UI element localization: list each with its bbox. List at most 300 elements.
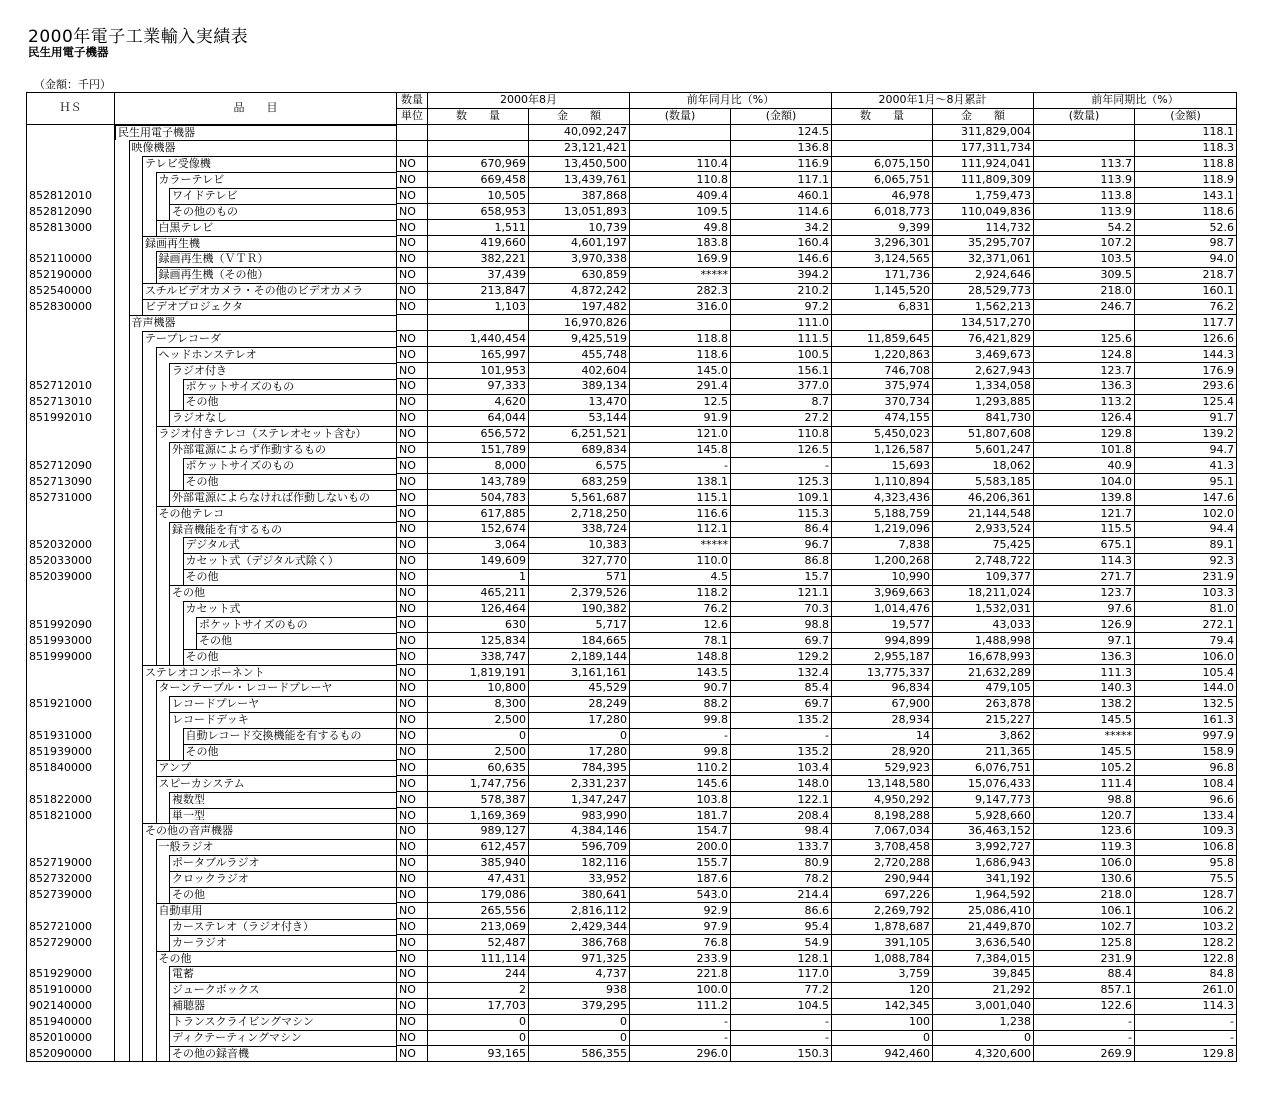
- cum-qty-yoy-cell: 54.2: [1034, 220, 1135, 236]
- cum-qty-yoy-cell: 145.5: [1034, 744, 1135, 760]
- tree-line: [129, 871, 130, 887]
- month-qty-yoy-cell: [630, 124, 731, 140]
- cum-qty-cell: 6,831: [832, 299, 933, 315]
- cum-qty-yoy-cell: 309.5: [1034, 267, 1135, 283]
- item-name-cell: [115, 855, 397, 871]
- month-qty-yoy-cell: 291.4: [630, 379, 731, 395]
- month-qty-cell: 244: [428, 966, 529, 982]
- item-name: ポケットサイズのもの: [183, 379, 397, 395]
- item-name-cell: [115, 744, 397, 760]
- month-qty-header: 数 量: [428, 108, 529, 124]
- cum-qty-cell: 391,105: [832, 935, 933, 951]
- month-amount-yoy-cell: 95.4: [731, 919, 832, 935]
- cum-amount-cell: 1,562,213: [933, 299, 1034, 315]
- tree-line: [129, 299, 130, 315]
- month-amount-yoy-cell: 377.0: [731, 379, 832, 395]
- table-row: [27, 188, 1237, 204]
- month-qty-cell: 1,819,191: [428, 665, 529, 681]
- month-amount-yoy-cell: 125.3: [731, 474, 832, 490]
- hs-code: 852732000: [27, 871, 115, 887]
- month-qty-yoy-cell: 187.6: [630, 871, 731, 887]
- cum-qty-cell: 11,859,645: [832, 331, 933, 347]
- tree-line: [129, 887, 130, 903]
- tree-line: [169, 617, 170, 633]
- month-amount-yoy-cell: 128.1: [731, 951, 832, 967]
- tree-line: [142, 919, 143, 935]
- table-row: [27, 299, 1237, 315]
- tree-line: [129, 1046, 130, 1061]
- item-name-cell: [115, 204, 397, 220]
- qty-unit: NO: [397, 712, 428, 728]
- cum-qty-cell: 19,577: [832, 617, 933, 633]
- cum-amount-yoy-cell: 52.6: [1135, 220, 1237, 236]
- cum-amount-yoy-cell: 118.6: [1135, 204, 1237, 220]
- month-qty-cell: 578,387: [428, 792, 529, 808]
- month-qty-yoy-cell: 116.6: [630, 506, 731, 522]
- month-qty-yoy-cell: 409.4: [630, 188, 731, 204]
- month-qty-yoy-cell: 76.8: [630, 935, 731, 951]
- cum-amount-cell: 32,371,061: [933, 251, 1034, 267]
- table-row: [27, 1014, 1237, 1030]
- qty-unit: NO: [397, 220, 428, 236]
- tree-line: [169, 458, 170, 474]
- month-amount-cell: 2,429,344: [529, 919, 630, 935]
- cum-amount-yoy-cell: 94.4: [1135, 522, 1237, 538]
- month-amount-cell: 6,575: [529, 458, 630, 474]
- cum-qty-cell: 1,200,268: [832, 553, 933, 569]
- cum-qty-yoy-cell: 97.1: [1034, 633, 1135, 649]
- item-name: ディクテーティングマシン: [169, 1030, 396, 1046]
- month-amount-cell: 13,450,500: [529, 156, 630, 172]
- month-amount-cell: 971,325: [529, 951, 630, 967]
- tree-line: [156, 458, 157, 474]
- month-amount-cell: 2,816,112: [529, 903, 630, 919]
- month-amount-yoy-cell: 104.5: [731, 998, 832, 1014]
- tree-line: [142, 744, 143, 760]
- cum-qty-cell: 96,834: [832, 680, 933, 696]
- cum-amount-cell: 75,425: [933, 537, 1034, 553]
- table-row: [27, 251, 1237, 267]
- tree-line: [142, 760, 143, 776]
- tree-line: [169, 474, 170, 490]
- cum-amount-yoy-cell: 133.4: [1135, 808, 1237, 824]
- tree-line: [156, 887, 157, 903]
- month-qty-yoy-cell: 115.1: [630, 490, 731, 506]
- hs-code: [27, 363, 115, 379]
- month-qty-cell: 419,660: [428, 236, 529, 252]
- tree-line: [129, 251, 130, 267]
- month-qty-yoy-cell: 154.7: [630, 823, 731, 839]
- cum-qty-yoy-cell: 102.7: [1034, 919, 1135, 935]
- tree-line: [129, 792, 130, 808]
- item-name-cell: [115, 156, 397, 172]
- tree-line: [129, 172, 130, 188]
- hs-code: 852830000: [27, 299, 115, 315]
- month-qty-yoy-cell: 78.1: [630, 633, 731, 649]
- item-name: ステレオコンポーネント: [142, 665, 396, 681]
- tree-line: [156, 442, 157, 458]
- cum-amount-yoy-cell: 109.3: [1135, 823, 1237, 839]
- item-name: カーラジオ: [169, 935, 396, 951]
- hs-code: 852719000: [27, 855, 115, 871]
- report-subtitle: 民生用電子機器: [28, 45, 109, 59]
- item-name-cell: [115, 394, 397, 410]
- month-amount-yoy-cell: 394.2: [731, 267, 832, 283]
- month-qty-yoy-cell: 91.9: [630, 410, 731, 426]
- tree-line: [142, 617, 143, 633]
- cum-amount-cell: 5,583,185: [933, 474, 1034, 490]
- tree-line: [142, 251, 143, 267]
- month-amount-cell: 0: [529, 1030, 630, 1046]
- tree-line: [129, 553, 130, 569]
- cum-amount-yoy-cell: -: [1135, 1014, 1237, 1030]
- month-amount-cell: 17,280: [529, 712, 630, 728]
- month-amount-yoy-cell: 133.7: [731, 839, 832, 855]
- month-qty-cell: 179,086: [428, 887, 529, 903]
- month-qty-yoy-cell: 100.0: [630, 982, 731, 998]
- table-row: [27, 172, 1237, 188]
- cum-qty-cell: 290,944: [832, 871, 933, 887]
- qty-unit: NO: [397, 490, 428, 506]
- month-qty-yoy-cell: 12.6: [630, 617, 731, 633]
- month-qty-cell: 382,221: [428, 251, 529, 267]
- table-row: [27, 537, 1237, 553]
- cum-qty-yoy-cell: 113.9: [1034, 172, 1135, 188]
- cum-amount-cell: 114,732: [933, 220, 1034, 236]
- qty-unit: NO: [397, 649, 428, 665]
- item-name: その他: [183, 649, 397, 665]
- month-qty-yoy-cell: 49.8: [630, 220, 731, 236]
- cum-qty-cell: 28,920: [832, 744, 933, 760]
- item-name: ラジオ付き: [169, 363, 396, 379]
- tree-line: [142, 887, 143, 903]
- cum-qty-yoy-cell: 218.0: [1034, 283, 1135, 299]
- item-name-cell: [115, 251, 397, 267]
- month-qty-cell: 143,789: [428, 474, 529, 490]
- cum-qty-yoy-cell: 111.4: [1034, 776, 1135, 792]
- tree-line: [156, 696, 157, 712]
- cum-amount-cell: 1,759,473: [933, 188, 1034, 204]
- month-amount-yoy-cell: 80.9: [731, 855, 832, 871]
- table-row: [27, 1030, 1237, 1046]
- qty-unit: NO: [397, 982, 428, 998]
- tree-line: [142, 792, 143, 808]
- item-name: スチルビデオカメラ・その他のビデオカメラ: [142, 283, 396, 299]
- item-name-cell: [115, 712, 397, 728]
- month-amount-cell: 0: [529, 728, 630, 744]
- cum-amount-cell: 5,601,247: [933, 442, 1034, 458]
- month-amount-yoy-cell: 69.7: [731, 633, 832, 649]
- qty-unit: NO: [397, 871, 428, 887]
- tree-line: [129, 426, 130, 442]
- tree-line: [142, 410, 143, 426]
- cum-qty-yoy-cell: 111.3: [1034, 665, 1135, 681]
- hs-code: [27, 680, 115, 696]
- month-qty-cell: 126,464: [428, 601, 529, 617]
- tree-line: [142, 1014, 143, 1030]
- item-name: その他: [183, 394, 397, 410]
- tree-line: [142, 935, 143, 951]
- item-name-cell: [115, 617, 397, 633]
- cum-amount-cell: 111,924,041: [933, 156, 1034, 172]
- cum-qty-cell: 1,219,096: [832, 522, 933, 538]
- item-name: テレビ受像機: [142, 156, 396, 172]
- cum-qty-yoy-cell: 123.6: [1034, 823, 1135, 839]
- table-row: [27, 887, 1237, 903]
- month-qty-cell: 93,165: [428, 1046, 529, 1062]
- tree-line: [142, 537, 143, 553]
- month-amount-yoy-cell: 136.8: [731, 140, 832, 156]
- tree-line: [156, 188, 157, 204]
- item-name: ジュークボックス: [169, 982, 396, 998]
- month-qty-cell: 1,169,369: [428, 808, 529, 824]
- cum-qty-yoy-cell: 105.2: [1034, 760, 1135, 776]
- cum-amount-cell: 21,292: [933, 982, 1034, 998]
- month-amount-cell: 5,561,687: [529, 490, 630, 506]
- item-name-cell: [115, 649, 397, 665]
- item-name: ビデオプロジェクタ: [142, 299, 396, 315]
- month-amount-cell: 4,737: [529, 966, 630, 982]
- tree-line: [142, 585, 143, 601]
- month-amount-yoy-cell: 78.2: [731, 871, 832, 887]
- cum-amount-yoy-cell: 129.8: [1135, 1046, 1237, 1062]
- item-name-cell: [115, 1014, 397, 1030]
- tree-line: [142, 951, 143, 967]
- tree-line: [142, 728, 143, 744]
- hs-code: 851992010: [27, 410, 115, 426]
- month-amount-cell: 10,739: [529, 220, 630, 236]
- cum-amount-yoy-cell: 91.7: [1135, 410, 1237, 426]
- cum-amount-cell: 110,049,836: [933, 204, 1034, 220]
- tree-line: [156, 490, 157, 506]
- month-amount-cell: 983,990: [529, 808, 630, 824]
- month-amount-yoy-cell: 111.0: [731, 315, 832, 331]
- item-name-cell: [115, 776, 397, 792]
- item-name-cell: [115, 633, 397, 649]
- tree-line: [129, 506, 130, 522]
- table-row: [27, 1046, 1237, 1062]
- month-qty-cell: 60,635: [428, 760, 529, 776]
- cum-qty-yoy-cell: 138.2: [1034, 696, 1135, 712]
- hs-code: 851939000: [27, 744, 115, 760]
- table-row: [27, 474, 1237, 490]
- cum-qty-yoy-cell: 136.3: [1034, 649, 1135, 665]
- qty-unit: NO: [397, 458, 428, 474]
- hs-code: 851822000: [27, 792, 115, 808]
- cum-qty-cell: 0: [832, 1030, 933, 1046]
- cum-amount-yoy-cell: 94.7: [1135, 442, 1237, 458]
- cum-amount-cell: 311,829,004: [933, 124, 1034, 140]
- table-row: [27, 569, 1237, 585]
- cum-qty-cell: 3,708,458: [832, 839, 933, 855]
- hs-code: [27, 665, 115, 681]
- month-amount-yoy-cell: 208.4: [731, 808, 832, 824]
- cum-amount-yoy-cell: 147.6: [1135, 490, 1237, 506]
- table-row: [27, 903, 1237, 919]
- cum-amount-yoy-cell: 128.2: [1135, 935, 1237, 951]
- month-amount-yoy-cell: 135.2: [731, 744, 832, 760]
- qty-unit: NO: [397, 792, 428, 808]
- cum-qty-yoy-cell: [1034, 140, 1135, 156]
- tree-line: [142, 855, 143, 871]
- table-row: [27, 124, 1237, 140]
- tree-line: [129, 760, 130, 776]
- hs-code: [27, 172, 115, 188]
- month-amount-cell: 40,092,247: [529, 124, 630, 140]
- month-amount-yoy-cell: 34.2: [731, 220, 832, 236]
- month-qty-cell: 52,487: [428, 935, 529, 951]
- cum-qty-cell: 4,950,292: [832, 792, 933, 808]
- month-amount-cell: 571: [529, 569, 630, 585]
- cum-qty-yoy-cell: 218.0: [1034, 887, 1135, 903]
- import-table: [26, 92, 1237, 1062]
- item-name: その他: [183, 569, 397, 585]
- tree-line: [129, 665, 130, 681]
- tree-line: [142, 903, 143, 919]
- month-amount-yoy-cell: -: [731, 458, 832, 474]
- item-name: ラジオ付きテレコ（ステレオセット含む）: [156, 426, 397, 442]
- item-name-cell: [115, 124, 397, 140]
- hs-code: 852039000: [27, 569, 115, 585]
- qty-unit: NO: [397, 394, 428, 410]
- month-amount-yoy-cell: 86.4: [731, 522, 832, 538]
- month-qty-yoy-cell: 143.5: [630, 665, 731, 681]
- month-amount-cell: 689,834: [529, 442, 630, 458]
- month-qty-yoy-cell: -: [630, 458, 731, 474]
- qty-unit: NO: [397, 760, 428, 776]
- table-row: [27, 267, 1237, 283]
- hs-code: 852190000: [27, 267, 115, 283]
- tree-line: [129, 537, 130, 553]
- tree-line: [156, 569, 157, 585]
- tree-line: [129, 680, 130, 696]
- tree-line: [142, 172, 143, 188]
- cum-amount-cell: 215,227: [933, 712, 1034, 728]
- qty-unit: [397, 315, 428, 331]
- tree-line: [129, 394, 130, 410]
- table-row: [27, 665, 1237, 681]
- cum-amount-cell: 211,365: [933, 744, 1034, 760]
- tree-line: [129, 204, 130, 220]
- month-amount-yoy-cell: 54.9: [731, 935, 832, 951]
- item-name: ヘッドホンステレオ: [156, 347, 397, 363]
- table-row: [27, 696, 1237, 712]
- cum-qty-yoy-cell: 675.1: [1034, 537, 1135, 553]
- cum-amount-yoy-cell: 98.7: [1135, 236, 1237, 252]
- item-name-cell: [115, 553, 397, 569]
- table-row: [27, 347, 1237, 363]
- tree-line: [129, 951, 130, 967]
- item-name-cell: [115, 808, 397, 824]
- tree-line: [142, 474, 143, 490]
- qty-unit: NO: [397, 887, 428, 903]
- item-name: 録画再生機: [142, 236, 396, 252]
- cum-amount-cell: 43,033: [933, 617, 1034, 633]
- tree-line: [169, 379, 170, 395]
- cum-qty-cell: 8,198,288: [832, 808, 933, 824]
- month-qty-yoy-cell: 103.8: [630, 792, 731, 808]
- month-amount-yoy-cell: 160.4: [731, 236, 832, 252]
- table-row: [27, 871, 1237, 887]
- item-name: その他の音声機器: [142, 823, 396, 839]
- hs-code: [27, 426, 115, 442]
- month-amount-yoy-cell: 15.7: [731, 569, 832, 585]
- cum-qty-cell: 3,296,301: [832, 236, 933, 252]
- cum-amount-cell: 21,449,870: [933, 919, 1034, 935]
- tree-line: [129, 823, 130, 839]
- month-amount-yoy-cell: 70.3: [731, 601, 832, 617]
- cum-amount-cell: 1,532,031: [933, 601, 1034, 617]
- cum-amount-cell: 177,311,734: [933, 140, 1034, 156]
- month-amount-cell: 2,189,144: [529, 649, 630, 665]
- item-name: カラーテレビ: [156, 172, 397, 188]
- month-qty-yoy-cell: 88.2: [630, 696, 731, 712]
- month-amount-cell: 3,161,161: [529, 665, 630, 681]
- cum-amount-cell: 134,517,270: [933, 315, 1034, 331]
- cum-qty-cell: 994,899: [832, 633, 933, 649]
- tree-line: [156, 998, 157, 1014]
- item-name-cell: [115, 331, 397, 347]
- tree-line: [129, 982, 130, 998]
- month-amt-pct-header: (金額): [731, 108, 832, 124]
- month-amount-yoy-cell: 100.5: [731, 347, 832, 363]
- month-amount-yoy-cell: 114.6: [731, 204, 832, 220]
- qty-unit: NO: [397, 935, 428, 951]
- table-row: [27, 522, 1237, 538]
- hs-code: 852090000: [27, 1046, 115, 1062]
- tree-line: [142, 998, 143, 1014]
- cum-qty-yoy-cell: 130.6: [1034, 871, 1135, 887]
- month-amount-yoy-cell: 210.2: [731, 283, 832, 299]
- qty-unit: NO: [397, 474, 428, 490]
- cum-amount-cell: 36,463,152: [933, 823, 1034, 839]
- qty-unit: NO: [397, 172, 428, 188]
- item-name: その他: [196, 633, 396, 649]
- item-name-cell: [115, 951, 397, 967]
- month-amount-yoy-cell: 146.6: [731, 251, 832, 267]
- cum-qty-yoy-cell: 125.6: [1034, 331, 1135, 347]
- month-amount-yoy-cell: 86.6: [731, 903, 832, 919]
- tree-line: [129, 363, 130, 379]
- cum-amount-cell: 3,469,673: [933, 347, 1034, 363]
- qty-unit: NO: [397, 728, 428, 744]
- cum-amount-cell: 35,295,707: [933, 236, 1034, 252]
- qty-unit: NO: [397, 299, 428, 315]
- tree-line: [169, 649, 170, 665]
- tree-line: [129, 1030, 130, 1046]
- qty-unit: NO: [397, 998, 428, 1014]
- cum-amount-cell: 51,807,608: [933, 426, 1034, 442]
- tree-line: [169, 553, 170, 569]
- tree-line: [142, 363, 143, 379]
- cum-amount-yoy-cell: 84.8: [1135, 966, 1237, 982]
- month-amount-yoy-cell: -: [731, 728, 832, 744]
- month-qty-yoy-cell: 99.8: [630, 744, 731, 760]
- month-qty-cell: 1,747,756: [428, 776, 529, 792]
- hs-code: 902140000: [27, 998, 115, 1014]
- tree-line: [156, 522, 157, 538]
- tree-line: [156, 728, 157, 744]
- cum-amount-yoy-cell: 231.9: [1135, 569, 1237, 585]
- month-qty-cell: 152,674: [428, 522, 529, 538]
- month-qty-yoy-cell: 543.0: [630, 887, 731, 903]
- qty-unit: NO: [397, 379, 428, 395]
- tree-line: [129, 267, 130, 283]
- hs-code: [27, 140, 115, 156]
- cum-qty-yoy-cell: 101.8: [1034, 442, 1135, 458]
- hs-code: 851929000: [27, 966, 115, 982]
- hs-code: [27, 951, 115, 967]
